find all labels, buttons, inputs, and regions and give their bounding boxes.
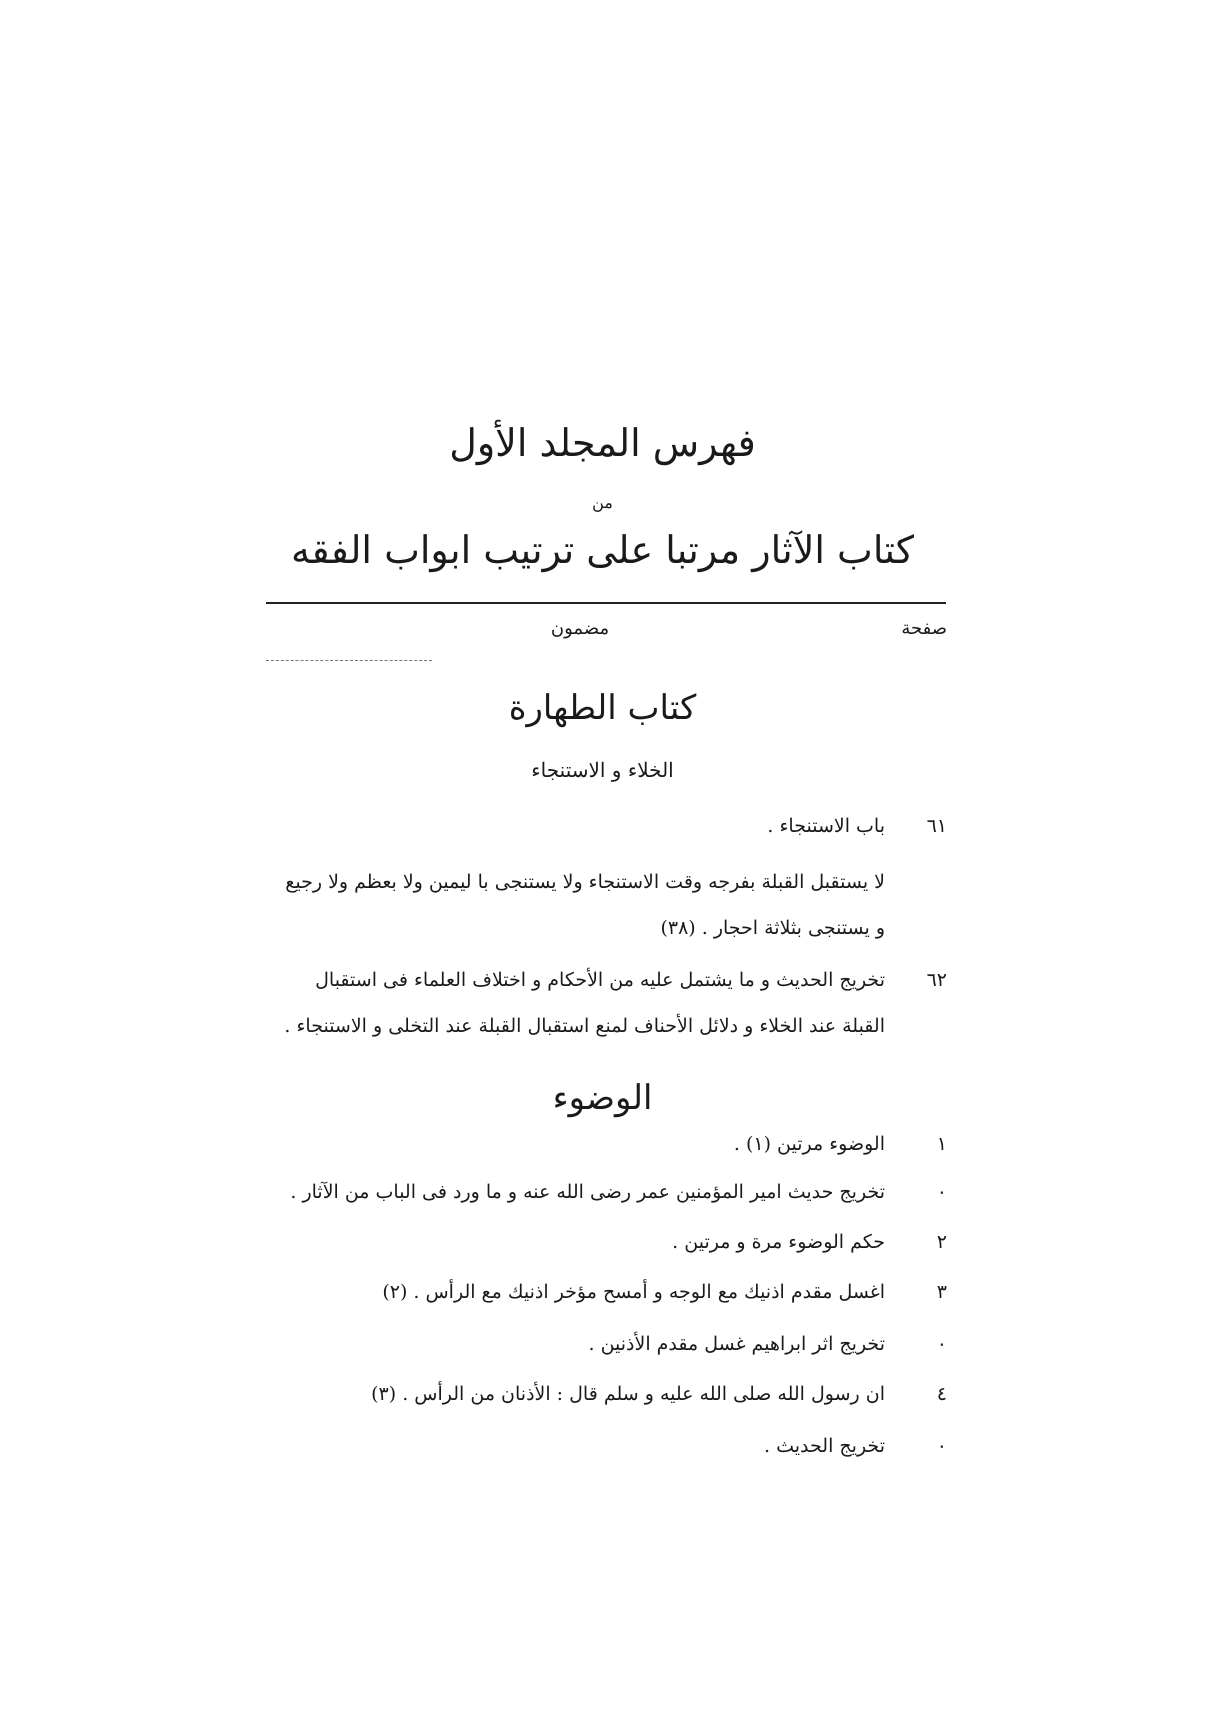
entry-text: و يستنجى بثلاثة احجار . (٣٨) bbox=[660, 917, 885, 939]
entry-text: تخريج حديث امير المؤمنين عمر رضى الله عنه و ما ورد فى الباب من الآثار . bbox=[290, 1181, 885, 1203]
dashed-divider bbox=[266, 660, 432, 661]
header-rule bbox=[266, 602, 946, 604]
entry-text: تخريج الحديث . bbox=[764, 1435, 885, 1457]
entry-page-number: ٢ bbox=[936, 1231, 947, 1253]
content-column-header: مضمون bbox=[550, 618, 610, 639]
book-title: كتاب الآثار مرتبا على ترتيب ابواب الفقه bbox=[291, 528, 914, 572]
section-title-tahara: كتاب الطهارة bbox=[508, 688, 697, 728]
section-subtitle-khala: الخلاء و الاستنجاء bbox=[531, 758, 674, 782]
entry-page-number: ٠ bbox=[936, 1435, 947, 1457]
entry-text: باب الاستنجاء . bbox=[767, 815, 885, 837]
entry-page-number: ٠ bbox=[936, 1181, 947, 1203]
from-label: من bbox=[592, 493, 613, 512]
section-title-wudu: الوضوء bbox=[552, 1078, 653, 1118]
entry-text: اغسل مقدم اذنيك مع الوجه و أمسح مؤخر اذنيك مع الرأس . (٢) bbox=[382, 1281, 885, 1303]
entry-page-number: ١ bbox=[936, 1133, 947, 1155]
entry-page-number: ٤ bbox=[936, 1383, 947, 1405]
page-title: فهرس المجلد الأول bbox=[449, 421, 756, 465]
entry-text: تخريج الحديث و ما يشتمل عليه من الأحكام و اختلاف العلماء فى استقبال bbox=[315, 969, 885, 991]
page-column-header: صفحة bbox=[901, 618, 947, 639]
entry-page-number: ٠ bbox=[936, 1333, 947, 1355]
entry-page-number: ٦١ bbox=[926, 815, 947, 837]
entry-text: الوضوء مرتين (١) . bbox=[733, 1133, 885, 1155]
entry-text: حكم الوضوء مرة و مرتين . bbox=[672, 1231, 885, 1253]
entry-text: ان رسول الله صلى الله عليه و سلم قال : الأذنان من الرأس . (٣) bbox=[371, 1383, 885, 1405]
entry-text: تخريج اثر ابراهيم غسل مقدم الأذنين . bbox=[588, 1333, 885, 1355]
entry-page-number: ٣ bbox=[936, 1281, 947, 1303]
entry-text: لا يستقبل القبلة بفرجه وقت الاستنجاء ولا يستنجى با ليمين ولا بعظم ولا رجيع bbox=[285, 871, 885, 893]
entry-text: القبلة عند الخلاء و دلائل الأحناف لمنع استقبال القبلة عند التخلى و الاستنجاء . bbox=[284, 1015, 885, 1037]
entry-page-number: ٦٢ bbox=[926, 969, 947, 991]
